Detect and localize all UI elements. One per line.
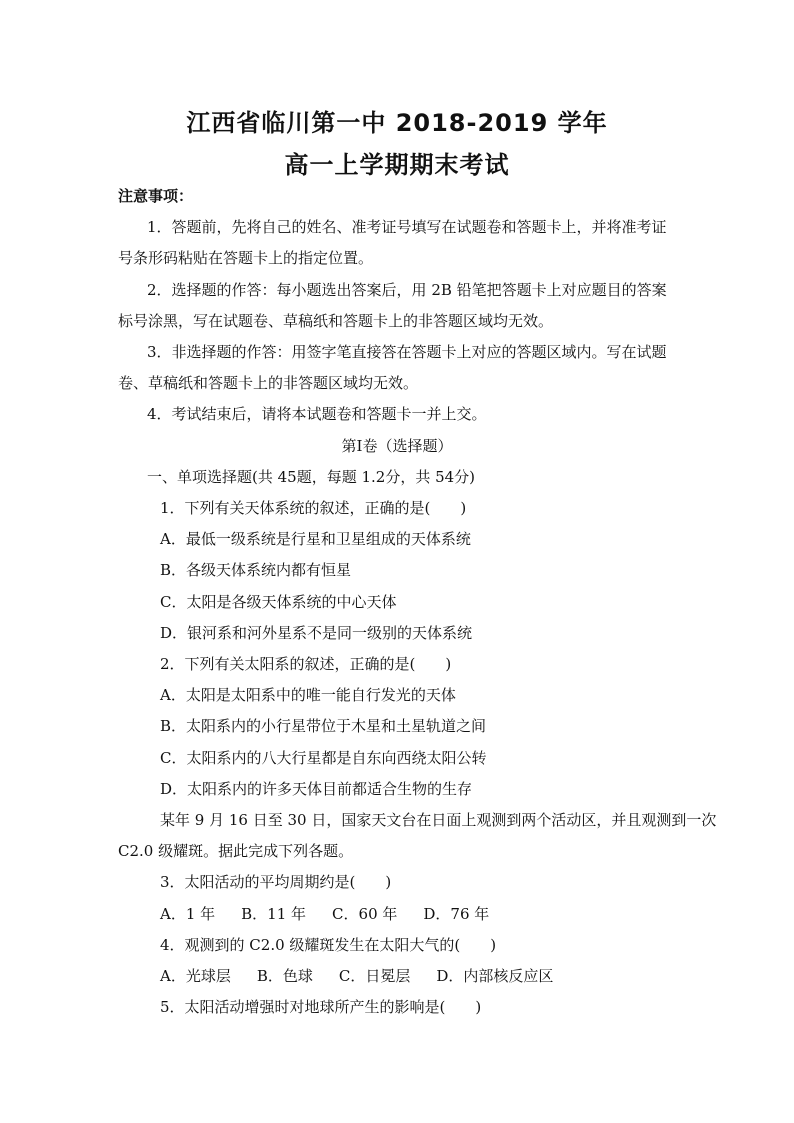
notice-item-2-line-1: 2．选择题的作答：每小题选出答案后，用 2B 铅笔把答题卡上对应题目的答案 — [147, 281, 667, 299]
question-1-stem: 1．下列有关天体系统的叙述，正确的是( ) — [160, 499, 467, 517]
question-4-stem: 4．观测到的 C2.0 级耀斑发生在太阳大气的( ) — [160, 936, 497, 954]
question-3-option-a: A．1 年 — [160, 905, 216, 923]
question-2-stem: 2．下列有关太阳系的叙述，正确的是( ) — [160, 655, 452, 673]
notice-item-3-line-2: 卷、草稿纸和答题卡上的非答题区域均无效。 — [118, 374, 419, 392]
material-line-1: 某年 9 月 16 日至 30 日，国家天文台在日面上观测到两个活动区，并且观测到一次 — [160, 811, 717, 829]
notice-item-1-line-1: 1．答题前，先将自己的姓名、准考证号填写在试题卷和答题卡上，并将准考证 — [147, 218, 667, 236]
exam-subtitle: 高一上学期期末考试 — [284, 151, 510, 179]
question-3-stem: 3．太阳活动的平均周期约是( ) — [160, 873, 392, 891]
question-4-option-b: B．色球 — [256, 967, 313, 985]
question-2-option-b: B．太阳系内的小行星带位于木星和土星轨道之间 — [160, 717, 487, 735]
notice-item-4-line-1: 4．考试结束后，请将本试题卷和答题卡一并上交。 — [147, 405, 487, 423]
exam-title: 江西省临川第一中 2018-2019 学年 — [186, 109, 608, 137]
question-2-option-d: D．太阳系内的许多天体目前都适合生物的生存 — [160, 780, 473, 798]
notice-item-1-line-2: 号条形码粘贴在答题卡上的指定位置。 — [118, 249, 374, 267]
notice-item-2-line-2: 标号涂黑，写在试题卷、草稿纸和答题卡上的非答题区域均无效。 — [118, 312, 554, 330]
question-1-option-b: B．各级天体系统内都有恒星 — [160, 561, 352, 579]
question-1-option-d: D．银河系和河外星系不是同一级别的天体系统 — [160, 624, 473, 642]
question-1-option-a: A．最低一级系统是行星和卫星组成的天体系统 — [160, 530, 471, 548]
question-4-option-c: C．日冕层 — [338, 967, 411, 985]
question-4-options — [160, 966, 579, 986]
material-line-2: C2.0 级耀斑。据此完成下列各题。 — [118, 842, 354, 860]
part-title: 一、单项选择题(共 45题，每题 1.2分，共 54分) — [147, 468, 476, 486]
question-4-option-a: A．光球层 — [160, 967, 231, 985]
volume-title: 第Ⅰ卷（选择题） — [341, 437, 453, 455]
question-3-option-c: C．60 年 — [332, 905, 398, 923]
question-3-option-b: B．11 年 — [241, 905, 307, 923]
question-4-option-d: D．内部核反应区 — [436, 967, 554, 985]
question-1-option-c: C．太阳是各级天体系统的中心天体 — [160, 593, 397, 611]
question-2-option-a: A．太阳是太阳系中的唯一能自行发光的天体 — [160, 686, 456, 704]
question-2-option-c: C．太阳系内的八大行星都是自东向西绕太阳公转 — [160, 749, 487, 767]
notice-heading: 注意事项： — [118, 187, 194, 205]
question-3-options — [160, 904, 515, 924]
question-3-option-d: D．76 年 — [423, 905, 490, 923]
notice-item-3-line-1: 3．非选择题的作答：用签字笔直接答在答题卡上对应的答题区域内。写在试题 — [147, 343, 667, 361]
question-5-stem: 5．太阳活动增强时对地球所产生的影响是( ) — [160, 998, 482, 1016]
